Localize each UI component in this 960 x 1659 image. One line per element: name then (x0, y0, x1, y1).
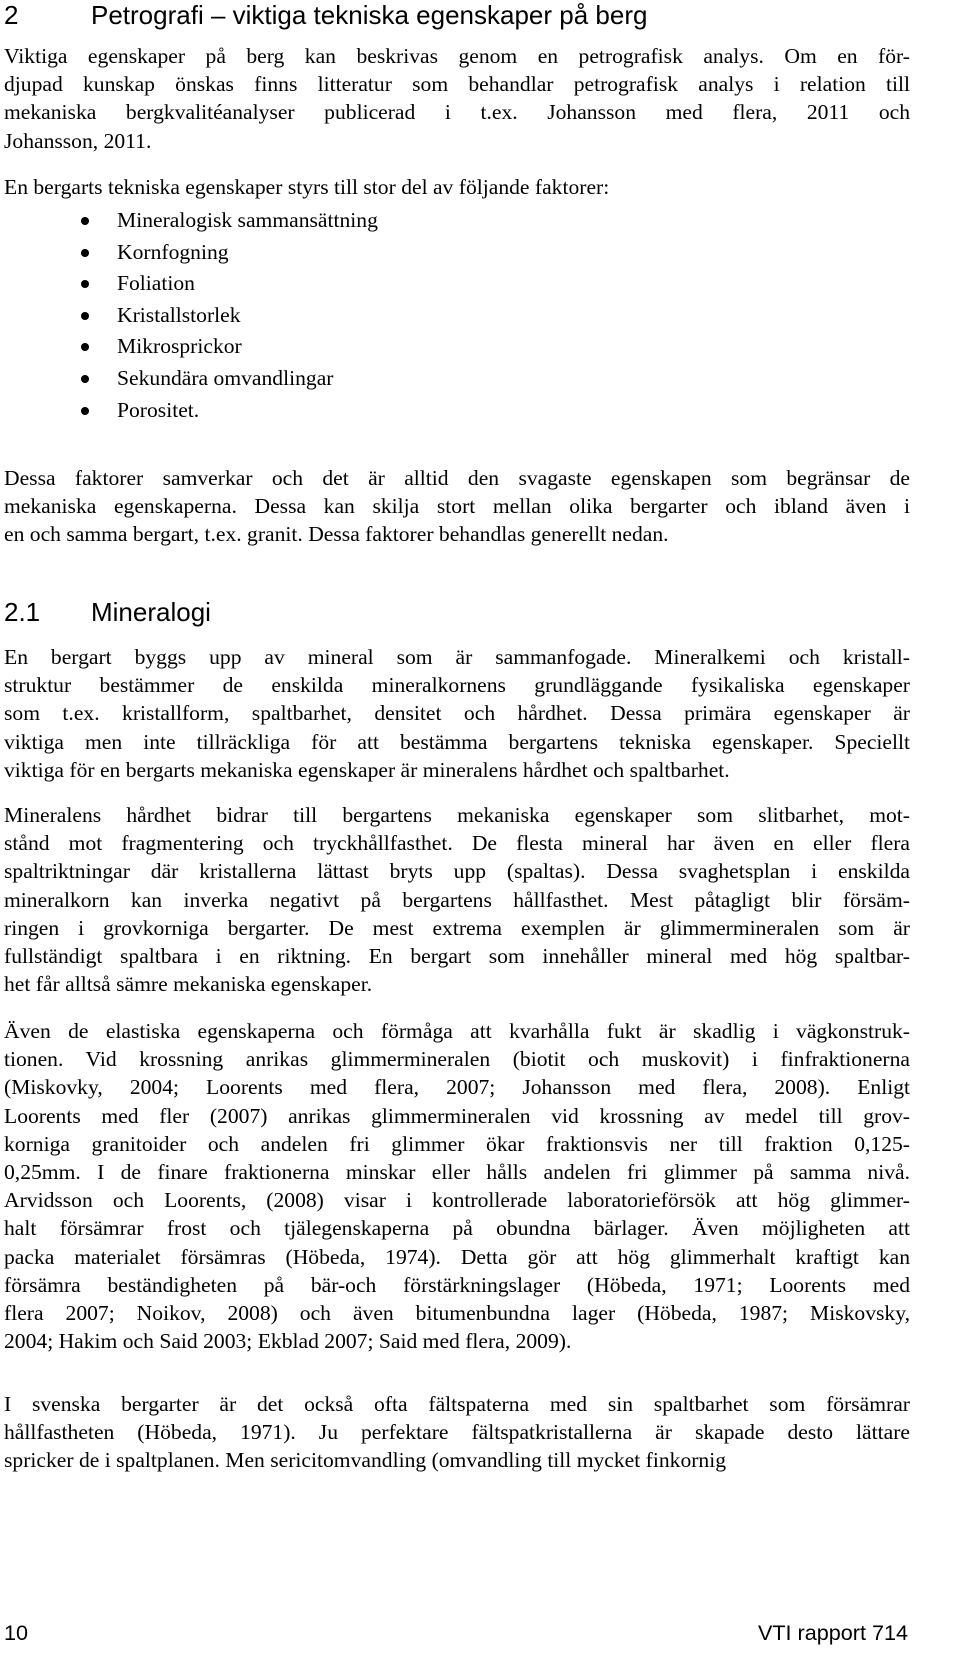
paragraph-line: stånd mot fragmentering och tryckhållfasthet. De flesta mineral har även en eller flera (4, 831, 910, 856)
intro-paragraph (4, 42, 910, 155)
paragraph-line: tionen. Vid krossning anrikas glimmermineralen (biotit och muskovit) i finfraktionerna (4, 1047, 910, 1072)
report-name: VTI rapport 714 (757, 1620, 908, 1645)
paragraph-line: spricker de i spaltplanen. Men sericitomvandling (omvandling till mycket finkornig (4, 1448, 727, 1473)
list-item: Sekundära omvandlingar (0, 363, 600, 395)
paragraph-line: Dessa faktorer samverkar och det är alltid den svagaste egenskapen som begränsar de (4, 466, 910, 490)
bullet-icon (81, 407, 89, 415)
paragraph-line: struktur bestämmer de enskilda mineralkornens grundläggande fysikaliska egenskaper (4, 673, 910, 698)
list-item: Porositet. (0, 395, 600, 427)
section-title: Petrografi – viktiga tekniska egenskaper på berg (91, 0, 648, 30)
paragraph-line: En bergart byggs upp av mineral som är sammanfogade. Mineralkemi och kristall- (4, 645, 910, 669)
factors-list (0, 205, 600, 426)
paragraph-line: En bergarts tekniska egenskaper styrs till stor del av följande faktorer: (4, 175, 610, 199)
bullet-icon (81, 343, 89, 351)
bullet-icon (81, 249, 89, 257)
paragraph-line: 0,25mm. I de finare fraktionerna minskar eller hålls andelen fri glimmer på samma nivå. (4, 1159, 910, 1184)
paragraph-line: flera 2007; Noikov, 2008) och även bitumenbundna lager (Höbeda, 1987; Miskovsky, (4, 1300, 910, 1325)
mineralogy-paragraph-3 (4, 1017, 910, 1355)
list-item: Foliation (0, 268, 600, 300)
paragraph-line: som t.ex. kristallform, spaltbarhet, densitet och hårdhet. Dessa primära egenskaper är (4, 701, 910, 726)
mineralogy-paragraph-2 (4, 801, 910, 998)
paragraph-line: I svenska bergarter är det också ofta fältspaterna med sin spaltbarhet som försämrar (4, 1392, 910, 1416)
paragraph-line: ringen i grovkorniga bergarter. De mest extrema exemplen är glimmermineralen som är (4, 915, 910, 940)
mineralogy-paragraph-4 (4, 1390, 910, 1475)
paragraph-line: korniga granitoider och andelen fri glimmer ökar fraktionsvis ner till fraktion 0,125- (4, 1131, 910, 1156)
factors-intro (4, 173, 910, 201)
subsection-number: 2.1 (4, 597, 41, 627)
subsection-heading (4, 597, 211, 627)
paragraph-line: packa materialet försämras (Höbeda, 1974). Detta gör att hög glimmerhalt kraftigt kan (4, 1244, 910, 1269)
paragraph-line: försämra beständigheten på bär-och förstärkningslager (Höbeda, 1971; Loorents med (4, 1272, 910, 1297)
paragraph-line: Arvidsson och Loorents, (2008) visar i kontrollerade laboratorieförsök att hög glimmer- (4, 1188, 910, 1213)
paragraph-line: Viktiga egenskaper på berg kan beskrivas genom en petrografisk analys. Om en för- (4, 44, 910, 68)
bullet-icon (81, 375, 89, 383)
paragraph-line: fullständigt spaltbara i en riktning. En bergart som innehåller mineral med hög spaltbar- (4, 943, 910, 968)
interaction-paragraph (4, 464, 910, 549)
paragraph-line: (Miskovky, 2004; Loorents med flera, 2007; Johansson med flera, 2008). Enligt (4, 1075, 910, 1100)
paragraph-line: en och samma bergart, t.ex. granit. Dessa faktorer behandlas generellt nedan. (4, 522, 669, 547)
list-item: Mikrosprickor (0, 331, 600, 363)
section-number: 2 (4, 0, 19, 30)
paragraph-line: djupad kunskap önskas finns litteratur som behandlar petrografisk analys i relation till (4, 72, 910, 97)
subsection-title: Mineralogi (91, 597, 211, 627)
paragraph-line: mineralkorn kan inverka negativt på bergartens hållfasthet. Mest påtagligt blir försäm- (4, 887, 910, 912)
paragraph-line: halt försämrar frost och tjälegenskaperna på obundna bärlager. Även möjligheten att (4, 1216, 910, 1241)
paragraph-line: 2004; Hakim och Said 2003; Ekblad 2007; Said med flera, 2009). (4, 1329, 572, 1354)
mineralogy-paragraph-1 (4, 643, 910, 784)
page-number: 10 (4, 1620, 29, 1645)
paragraph-line: viktiga för en bergarts mekaniska egenskaper är mineralens hårdhet och spaltbarhet. (4, 757, 730, 782)
list-item: Kristallstorlek (0, 300, 600, 332)
paragraph-line: mekaniska egenskaperna. Dessa kan skilja stort mellan olika bergarter och ibland även i (4, 494, 910, 519)
bullet-icon (81, 312, 89, 320)
list-item: Kornfogning (0, 237, 600, 269)
bullet-icon (81, 280, 89, 288)
paragraph-line: Loorents med fler (2007) anrikas glimmermineralen vid krossning av medel till grov- (4, 1103, 910, 1128)
paragraph-line: het får alltså sämre mekaniska egenskaper. (4, 972, 373, 997)
paragraph-line: Johansson, 2011. (4, 128, 152, 153)
paragraph-line: viktiga men inte tillräckliga för att bestämma bergartens tekniska egenskaper. Speciellt (4, 729, 910, 754)
section-heading (4, 0, 647, 30)
paragraph-line: spaltriktningar där kristallerna lättast bryts upp (spaltas). Dessa svaghetsplan i enskilda (4, 859, 910, 884)
bullet-icon (81, 217, 89, 225)
paragraph-line: Även de elastiska egenskaperna och förmåga att kvarhålla fukt är skadlig i vägkonstruk- (4, 1019, 910, 1043)
paragraph-line: hållfastheten (Höbeda, 1971). Ju perfektare fältspatkristallerna är skapade desto lättare (4, 1420, 910, 1445)
paragraph-line: Mineralens hårdhet bidrar till bergartens mekaniska egenskaper som slitbarhet, mot- (4, 803, 910, 827)
list-item: Mineralogisk sammansättning (0, 205, 600, 237)
paragraph-line: mekaniska bergkvalitéanalyser publicerad i t.ex. Johansson med flera, 2011 och (4, 100, 910, 125)
